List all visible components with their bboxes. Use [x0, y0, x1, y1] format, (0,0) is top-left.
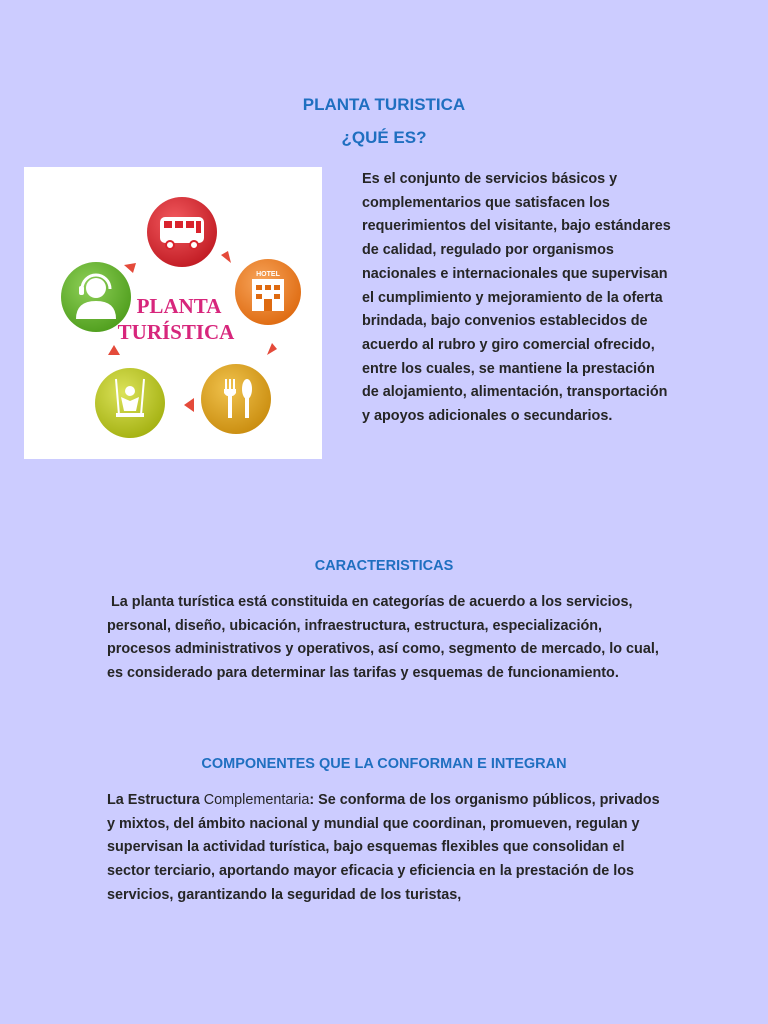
page-title: PLANTA TURISTICA	[302, 95, 466, 114]
diagram-graphic	[24, 167, 322, 459]
page-subtitle: ¿QUÉ ES?	[341, 128, 427, 147]
arrow-5	[124, 259, 144, 273]
planta-turistica-diagram	[24, 167, 322, 459]
diagram-center-line1: PLANTA	[136, 294, 222, 318]
componentes-text-part1: La Estructura	[107, 792, 204, 808]
leisure-node	[95, 368, 165, 438]
arrow-2	[267, 331, 277, 355]
food-node	[201, 364, 271, 434]
diagram-center-line2: TURÍSTICA	[117, 320, 235, 344]
hotel-icon	[252, 271, 284, 311]
arrow-1	[216, 249, 231, 263]
componentes-paragraph	[107, 789, 667, 908]
section-heading-componentes: COMPONENTES QUE LA CONFORMAN E INTEGRAN	[201, 756, 567, 772]
bus-node	[147, 197, 217, 267]
intro-paragraph: Es el conjunto de servicios básicos y complementarios que satisfacen los requerimientos del visitante, bajo estándares de calidad, regulado por organismos nacionales e internacionales que supervisan el cumplimiento y mejoramiento de la oferta brindada, bajo convenios establecidos de acuerdo al rubro y giro comercial ofrecido, entre los cuales, se mantiene la prestación de alojamiento, alimentación, transportación y apoyos adicionales o secundarios.	[362, 171, 671, 425]
componentes-text-part3: : Se conforma de los organismo públicos, privados y mixtos, del ámbito nacional y mundial que coordinan, promueven, regulan y supervisan la actividad turística, bajo esquemas flexibles que consolidan el sector terciario, aportando mayor eficacia y eficiencia en la prestación de los servicios, garantizando la seguridad de los turistas,	[107, 792, 660, 903]
hotel-label: HOTEL	[256, 271, 280, 278]
arrow-3	[184, 398, 194, 412]
arrow-4	[108, 345, 120, 355]
section-heading-caracteristicas: CARACTERISTICAS	[314, 558, 454, 574]
caracteristicas-paragraph: La planta turística está constituida en categorías de acuerdo a los servicios, personal, diseño, ubicación, infraestructura, estructura, especialización, procesos administrativos y operativos, así como, segmento de mercado, lo cual, es considerado para determinar las tarifas y esquemas de funcionamiento.	[107, 594, 663, 682]
hotel-node	[235, 259, 301, 325]
componentes-text-part2: Complementaria	[203, 792, 310, 808]
